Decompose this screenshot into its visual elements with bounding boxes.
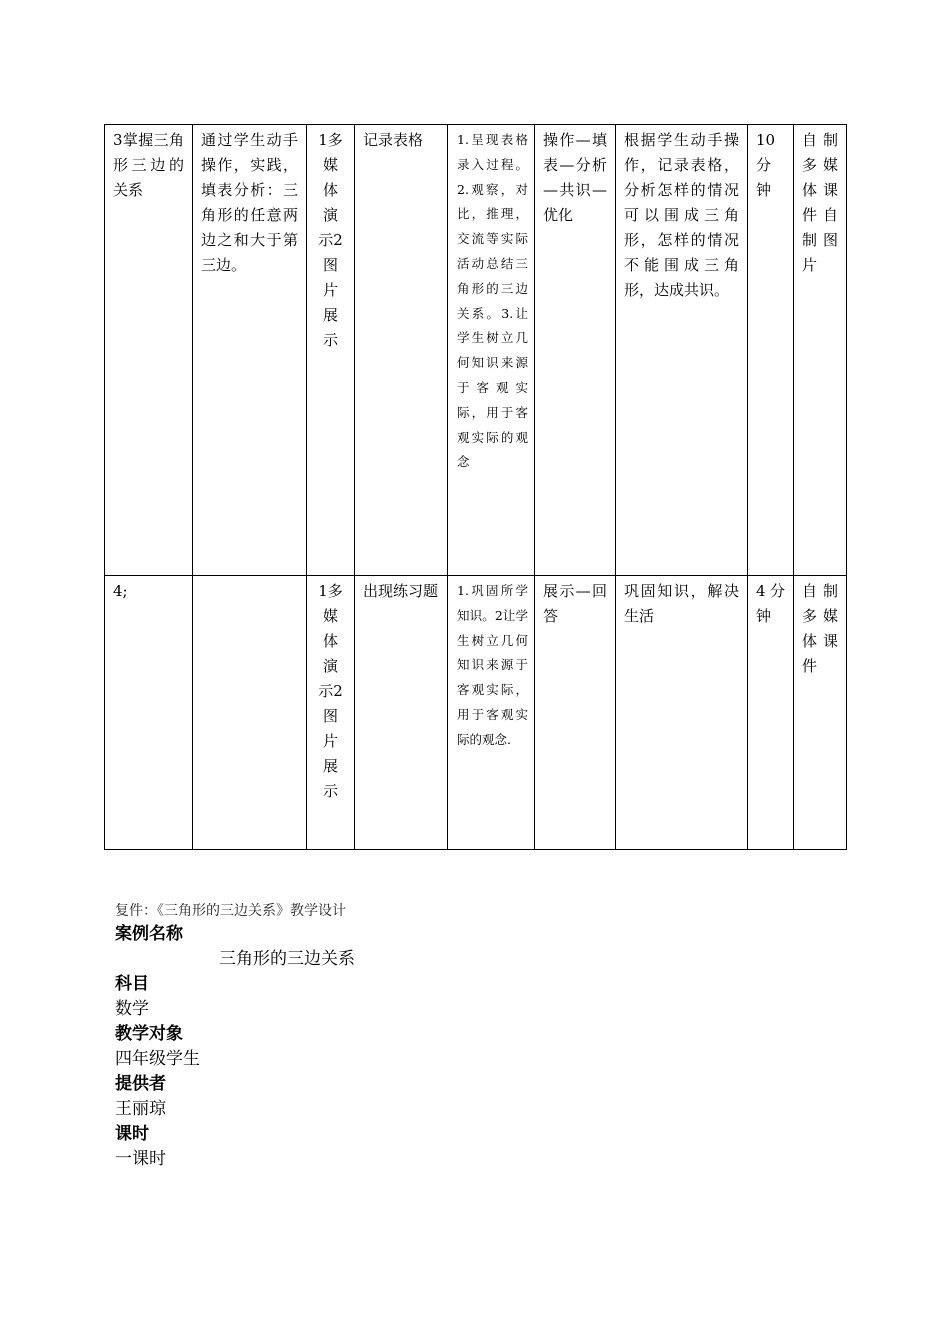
- provider-value: 王丽琼: [115, 1099, 166, 1119]
- table-row: [105, 576, 847, 850]
- evaluation-cell: 巩固知识，解决生活: [616, 576, 748, 850]
- duration-label: 课时: [115, 1124, 149, 1144]
- time-cell: 4分钟: [748, 576, 794, 850]
- source-cell: 自制多媒体课件自制图片: [794, 125, 847, 576]
- table-row: [105, 125, 847, 576]
- activity-cell: 1.巩固所学知识。2让学生树立几何知识来源于客观实际，用于客观实际的观念.: [448, 576, 535, 850]
- activity-cell: 1.呈现表格录入过程。2.观察，对比，推理，交流等实际活动总结三角形的三边关系。3.让学生树立几何知识来源于客观实际，用于客观实际的观念: [448, 125, 535, 576]
- provider-label: 提供者: [115, 1074, 166, 1094]
- media-cell: 1多媒体演示2图片展示: [307, 576, 355, 850]
- process-cell: 展示—回答: [535, 576, 616, 850]
- audience-label: 教学对象: [115, 1024, 183, 1044]
- content-cell: 通过学生动手操作，实践，填表分析：三角形的任意两边之和大于第三边。: [193, 125, 307, 576]
- media-cell: 1多媒体演示2图片展示: [307, 125, 355, 576]
- goal-cell: 3掌握三角形三边的关系: [105, 125, 193, 576]
- resource-cell: 出现练习题: [355, 576, 448, 850]
- time-cell: 10分钟: [748, 125, 794, 576]
- source-cell: 自制多媒体课件: [794, 576, 847, 850]
- case-name-value: 三角形的三边关系: [219, 949, 355, 969]
- subject-label: 科目: [115, 974, 149, 994]
- resource-cell: 记录表格: [355, 125, 448, 576]
- goal-cell: 4;: [105, 576, 193, 850]
- content-cell: [193, 576, 307, 850]
- audience-value: 四年级学生: [115, 1049, 200, 1069]
- lesson-plan-table: [104, 124, 847, 850]
- case-name-label: 案例名称: [115, 924, 183, 944]
- duration-value: 一课时: [115, 1149, 166, 1169]
- subject-value: 数学: [115, 999, 149, 1019]
- attachment-section: [115, 900, 875, 1172]
- evaluation-cell: 根据学生动手操作，记录表格，分析怎样的情况可以围成三角形，怎样的情况不能围成三角形，达成共识。: [616, 125, 748, 576]
- process-cell: 操作—填表—分析—共识—优化: [535, 125, 616, 576]
- attachment-note: 复件：《三角形的三边关系》教学设计: [115, 903, 346, 919]
